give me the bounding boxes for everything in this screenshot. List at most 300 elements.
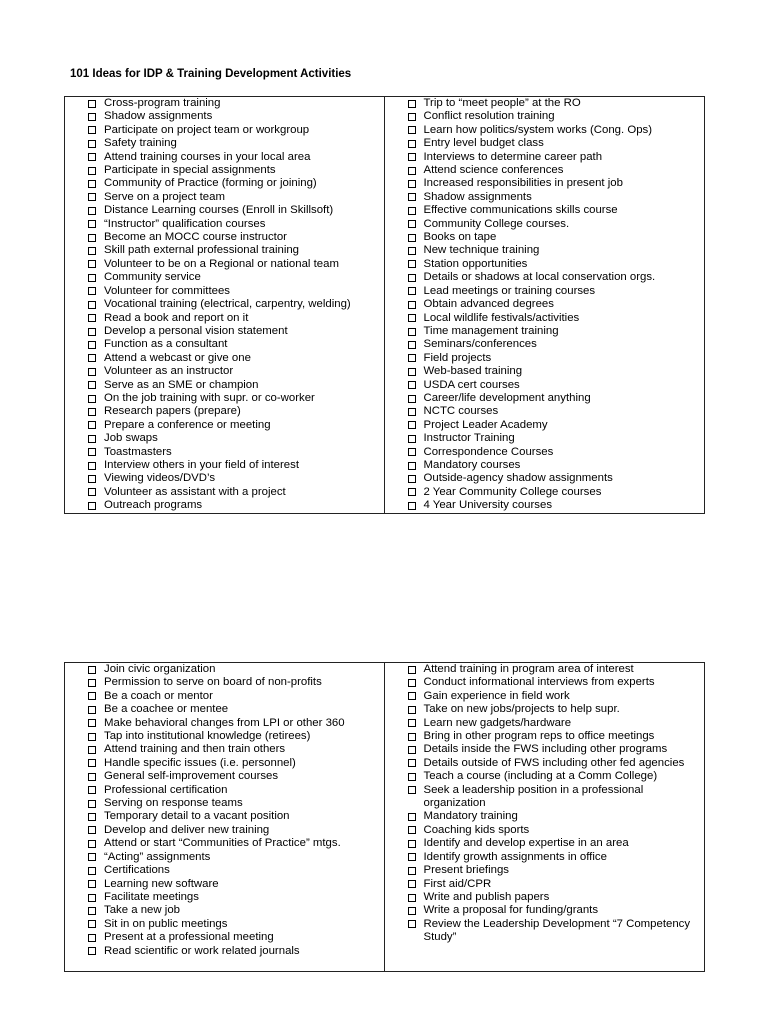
list-item — [408, 218, 705, 231]
list-item-label: Serve as an SME or champion — [104, 378, 259, 391]
list-item-label: Bring in other program reps to office meetings — [423, 730, 655, 743]
list-item-label: Details outside of FWS including other fed agencies — [423, 756, 685, 769]
list-item-label: Serving on response teams — [104, 797, 243, 810]
checkbox-icon[interactable] — [88, 719, 96, 727]
list-item — [408, 231, 705, 244]
checkbox-icon[interactable] — [408, 314, 416, 322]
list-item-label: Participate in special assignments — [104, 164, 276, 177]
list-item — [408, 918, 705, 945]
list-item — [88, 810, 384, 823]
list-item-label: Local wildlife festivals/activities — [423, 311, 580, 324]
list-item — [88, 97, 384, 110]
list-item — [88, 891, 384, 904]
list-item — [88, 770, 384, 783]
list-item — [88, 258, 384, 271]
list-item — [88, 164, 384, 177]
list-item — [408, 663, 705, 676]
list-item — [88, 918, 384, 931]
list-item — [88, 931, 384, 944]
list-item — [88, 676, 384, 689]
list-item — [88, 271, 384, 284]
list-item — [88, 298, 384, 311]
list-item — [408, 486, 705, 499]
list-item — [408, 864, 705, 877]
list-item-label: Teach a course (including at a Comm College) — [423, 770, 658, 783]
checkbox-icon[interactable] — [408, 853, 416, 861]
checkbox-icon[interactable] — [88, 113, 96, 121]
list-item — [408, 338, 705, 351]
list-item — [88, 191, 384, 204]
list-item — [408, 298, 705, 311]
checkbox-icon[interactable] — [88, 880, 96, 888]
list-item-label: Volunteer to be on a Regional or national team — [104, 257, 339, 270]
list-item — [408, 770, 705, 783]
checkbox-icon[interactable] — [88, 260, 96, 268]
checkbox-icon[interactable] — [88, 853, 96, 861]
list-item-label: Prepare a conference or meeting — [104, 418, 271, 431]
list-item — [408, 258, 705, 271]
list-item-label: Develop a personal vision statement — [104, 324, 288, 337]
list-item-label: Lead meetings or training courses — [423, 284, 596, 297]
checkbox-icon[interactable] — [408, 786, 416, 794]
list-item-label: Volunteer as assistant with a project — [104, 485, 286, 498]
checkbox-icon[interactable] — [88, 462, 96, 470]
checkbox-icon[interactable] — [408, 247, 416, 255]
list-item-label: Develop and deliver new training — [104, 823, 270, 836]
checkbox-icon[interactable] — [88, 421, 96, 429]
checkbox-icon[interactable] — [88, 920, 96, 928]
list-item-label: Become an MOCC course instructor — [104, 231, 287, 244]
checkbox-icon[interactable] — [408, 167, 416, 175]
list-item — [88, 945, 384, 958]
list-item-label: Join civic organization — [104, 663, 216, 675]
list-item — [408, 743, 705, 756]
list-item-label: Permission to serve on board of non-profits — [104, 676, 322, 689]
list-item-label: 4 Year University courses — [423, 499, 553, 512]
list-item — [88, 878, 384, 891]
list-item-label: Attend science conferences — [423, 164, 564, 177]
checkbox-icon[interactable] — [408, 907, 416, 915]
ideas-list — [88, 97, 384, 513]
checkbox-icon[interactable] — [88, 207, 96, 215]
ideas-column-right — [385, 663, 705, 971]
list-item-label: Safety training — [104, 137, 177, 150]
list-item — [88, 244, 384, 257]
list-item-label: Learning new software — [104, 877, 219, 890]
list-item — [408, 472, 705, 485]
list-item — [88, 824, 384, 837]
ideas-table-1 — [64, 96, 705, 514]
checkbox-icon[interactable] — [408, 328, 416, 336]
checkbox-icon[interactable] — [88, 894, 96, 902]
checkbox-icon[interactable] — [408, 395, 416, 403]
checkbox-icon[interactable] — [88, 867, 96, 875]
list-item-label: Present briefings — [423, 864, 509, 877]
list-item-label: “Instructor” qualification courses — [104, 217, 266, 230]
list-item-label: Present at a professional meeting — [104, 931, 274, 944]
list-item — [88, 717, 384, 730]
checkbox-icon[interactable] — [408, 867, 416, 875]
checkbox-icon[interactable] — [408, 193, 416, 201]
ideas-list — [408, 97, 705, 513]
list-item-label: Mandatory training — [423, 810, 518, 823]
list-item — [88, 851, 384, 864]
checkbox-icon[interactable] — [88, 140, 96, 148]
checkbox-icon[interactable] — [408, 113, 416, 121]
checkbox-icon[interactable] — [408, 719, 416, 727]
list-item — [88, 312, 384, 325]
list-item — [408, 690, 705, 703]
list-item-label: Facilitate meetings — [104, 890, 199, 903]
list-item — [88, 392, 384, 405]
checkbox-icon[interactable] — [88, 180, 96, 188]
list-item — [408, 703, 705, 716]
list-item-label: New technique training — [423, 244, 540, 257]
list-item — [408, 676, 705, 689]
list-item-label: Field projects — [423, 351, 492, 364]
checkbox-icon[interactable] — [408, 462, 416, 470]
list-item — [88, 864, 384, 877]
checkbox-icon[interactable] — [88, 301, 96, 309]
checkbox-icon[interactable] — [408, 368, 416, 376]
list-item-label: Be a coachee or mentee — [104, 703, 229, 716]
list-item — [88, 663, 384, 676]
checkbox-icon[interactable] — [408, 666, 416, 674]
list-item — [88, 472, 384, 485]
checkbox-icon[interactable] — [408, 126, 416, 134]
list-item-label: Web-based training — [423, 365, 523, 378]
list-item-label: Shadow assignments — [423, 190, 532, 203]
checkbox-icon[interactable] — [88, 840, 96, 848]
checkbox-icon[interactable] — [408, 813, 416, 821]
checkbox-icon[interactable] — [88, 234, 96, 242]
document-title: 101 Ideas for IDP & Training Development Activities — [70, 68, 352, 80]
checkbox-icon[interactable] — [88, 773, 96, 781]
checkbox-icon[interactable] — [408, 234, 416, 242]
list-item — [88, 285, 384, 298]
checkbox-icon[interactable] — [88, 274, 96, 282]
list-item-label: NCTC courses — [423, 405, 499, 418]
list-item — [408, 904, 705, 917]
checkbox-icon[interactable] — [408, 679, 416, 687]
checkbox-icon[interactable] — [88, 679, 96, 687]
list-item — [408, 810, 705, 823]
checkbox-icon[interactable] — [408, 100, 416, 108]
checkbox-icon[interactable] — [408, 341, 416, 349]
list-item-label: Attend or start “Communities of Practice” mtgs. — [104, 837, 341, 850]
ideas-column-right — [385, 97, 705, 513]
ideas-list — [88, 663, 384, 958]
checkbox-icon[interactable] — [88, 907, 96, 915]
checkbox-icon[interactable] — [88, 746, 96, 754]
list-item — [408, 244, 705, 257]
list-item — [408, 851, 705, 864]
checkbox-icon[interactable] — [88, 220, 96, 228]
list-item-label: Certifications — [104, 864, 170, 877]
checkbox-icon[interactable] — [408, 880, 416, 888]
checkbox-icon[interactable] — [88, 368, 96, 376]
checkbox-icon[interactable] — [88, 826, 96, 834]
list-item — [408, 891, 705, 904]
list-item-label: Community of Practice (forming or joining) — [104, 177, 317, 190]
checkbox-icon[interactable] — [408, 180, 416, 188]
checkbox-icon[interactable] — [408, 475, 416, 483]
list-item-label: Project Leader Academy — [423, 418, 548, 431]
checkbox-icon[interactable] — [88, 354, 96, 362]
list-item — [408, 312, 705, 325]
checkbox-icon[interactable] — [88, 813, 96, 821]
list-item — [408, 352, 705, 365]
checkbox-icon[interactable] — [88, 733, 96, 741]
list-item-label: Gain experience in field work — [423, 689, 570, 702]
checkbox-icon[interactable] — [408, 746, 416, 754]
list-item — [88, 486, 384, 499]
list-item — [88, 204, 384, 217]
list-item-label: On the job training with supr. or co-worker — [104, 391, 315, 404]
list-item-label: Station opportunities — [423, 257, 528, 270]
checkbox-icon[interactable] — [408, 488, 416, 496]
list-item — [88, 124, 384, 137]
list-item-label: Make behavioral changes from LPI or other 360 — [104, 716, 345, 729]
checkbox-icon[interactable] — [88, 314, 96, 322]
checkbox-icon[interactable] — [408, 287, 416, 295]
list-item-label: Read scientific or work related journals — [104, 944, 300, 957]
list-item-label: Details inside the FWS including other programs — [423, 743, 668, 756]
list-item-label: Write and publish papers — [423, 890, 550, 903]
list-item — [408, 379, 705, 392]
list-item-label: Take on new jobs/projects to help supr. — [423, 703, 620, 716]
checkbox-icon[interactable] — [408, 408, 416, 416]
list-item-label: Increased responsibilities in present job — [423, 177, 623, 190]
list-item — [88, 904, 384, 917]
list-item-label: Function as a consultant — [104, 338, 228, 351]
list-item — [408, 285, 705, 298]
list-item — [88, 218, 384, 231]
list-item — [88, 110, 384, 123]
ideas-list — [408, 663, 705, 945]
checkbox-icon[interactable] — [88, 800, 96, 808]
list-item-label: Details or shadows at local conservation orgs. — [423, 271, 656, 284]
checkbox-icon[interactable] — [408, 421, 416, 429]
checkbox-icon[interactable] — [88, 287, 96, 295]
list-item — [408, 97, 705, 110]
list-item-label: Attend training and then train others — [104, 743, 286, 756]
list-item — [88, 419, 384, 432]
list-item-label: Attend training courses in your local area — [104, 150, 311, 163]
checkbox-icon[interactable] — [88, 126, 96, 134]
checkbox-icon[interactable] — [408, 840, 416, 848]
checkbox-icon[interactable] — [88, 408, 96, 416]
list-item-label: Skill path external professional training — [104, 244, 300, 257]
list-item-label: Seek a leadership position in a professional organization — [423, 783, 644, 810]
list-item — [408, 878, 705, 891]
checkbox-icon[interactable] — [408, 894, 416, 902]
list-item-label: Volunteer for committees — [104, 284, 230, 297]
list-item — [88, 231, 384, 244]
list-item — [88, 703, 384, 716]
list-item-label: Vocational training (electrical, carpentry, welding) — [104, 298, 351, 311]
list-item-label: General self-improvement courses — [104, 770, 279, 783]
list-item — [88, 797, 384, 810]
list-item — [88, 690, 384, 703]
list-item — [408, 151, 705, 164]
checkbox-icon[interactable] — [88, 328, 96, 336]
list-item-label: Books on tape — [423, 231, 497, 244]
list-item-label: Interview others in your field of interest — [104, 458, 299, 471]
list-item — [88, 405, 384, 418]
list-item — [408, 365, 705, 378]
checkbox-icon[interactable] — [88, 435, 96, 443]
list-item — [88, 499, 384, 512]
checkbox-icon[interactable] — [88, 153, 96, 161]
list-item-label: Community College courses. — [423, 217, 570, 230]
checkbox-icon[interactable] — [408, 435, 416, 443]
list-item — [88, 151, 384, 164]
checkbox-icon[interactable] — [408, 920, 416, 928]
list-item-label: Trip to “meet people” at the RO — [423, 97, 581, 109]
checkbox-icon[interactable] — [88, 381, 96, 389]
list-item — [88, 757, 384, 770]
checkbox-icon[interactable] — [88, 786, 96, 794]
checkbox-icon[interactable] — [88, 947, 96, 955]
checkbox-icon[interactable] — [408, 354, 416, 362]
checkbox-icon[interactable] — [88, 488, 96, 496]
list-item — [408, 459, 705, 472]
checkbox-icon[interactable] — [88, 759, 96, 767]
checkbox-icon[interactable] — [88, 247, 96, 255]
list-item-label: First aid/CPR — [423, 877, 492, 890]
checkbox-icon[interactable] — [408, 706, 416, 714]
list-item-label: USDA cert courses — [423, 378, 520, 391]
list-item-label: Professional certification — [104, 783, 228, 796]
list-item — [88, 365, 384, 378]
list-item-label: Coaching kids sports — [423, 823, 530, 836]
list-item — [88, 338, 384, 351]
checkbox-icon[interactable] — [408, 448, 416, 456]
ideas-table-2 — [64, 662, 705, 972]
checkbox-icon[interactable] — [88, 100, 96, 108]
checkbox-icon[interactable] — [88, 341, 96, 349]
list-item-label: Volunteer as an instructor — [104, 365, 234, 378]
checkbox-icon[interactable] — [408, 826, 416, 834]
list-item-label: Mandatory courses — [423, 458, 521, 471]
list-item — [408, 392, 705, 405]
list-item — [88, 446, 384, 459]
list-item-label: Interviews to determine career path — [423, 150, 603, 163]
list-item — [408, 325, 705, 338]
checkbox-icon[interactable] — [88, 395, 96, 403]
list-item-label: Serve on a project team — [104, 190, 225, 203]
list-item-label: Toastmasters — [104, 445, 172, 458]
list-item — [408, 446, 705, 459]
list-item-label: Identify and develop expertise in an area — [423, 837, 629, 850]
list-item-label: Identify growth assignments in office — [423, 850, 607, 863]
list-item — [408, 137, 705, 150]
checkbox-icon[interactable] — [408, 274, 416, 282]
checkbox-icon[interactable] — [408, 220, 416, 228]
list-item-label: Outreach programs — [104, 499, 203, 512]
checkbox-icon[interactable] — [408, 502, 416, 510]
list-item-label: Review the Leadership Development “7 Competency Study” — [423, 917, 691, 944]
list-item-label: Distance Learning courses (Enroll in Skillsoft) — [104, 204, 334, 217]
list-item — [408, 110, 705, 123]
list-item-label: Handle specific issues (i.e. personnel) — [104, 756, 296, 769]
list-item-label: Conflict resolution training — [423, 110, 555, 123]
list-item-label: “Acting” assignments — [104, 850, 211, 863]
list-item-label: Attend training in program area of interest — [423, 663, 634, 675]
list-item-label: Viewing videos/DVD’s — [104, 472, 216, 485]
list-item — [88, 459, 384, 472]
list-item-label: Career/life development anything — [423, 391, 591, 404]
list-item-label: Shadow assignments — [104, 110, 213, 123]
ideas-column-left — [65, 97, 385, 513]
list-item — [408, 271, 705, 284]
list-item — [88, 352, 384, 365]
list-item-label: Temporary detail to a vacant position — [104, 810, 290, 823]
list-item-label: Learn how politics/system works (Cong. Ops) — [423, 123, 653, 136]
list-item-label: Instructor Training — [423, 432, 515, 445]
list-item — [88, 379, 384, 392]
list-item-label: Community service — [104, 271, 201, 284]
list-item-label: Participate on project team or workgroup — [104, 123, 310, 136]
checkbox-icon[interactable] — [88, 502, 96, 510]
checkbox-icon[interactable] — [408, 140, 416, 148]
checkbox-icon[interactable] — [408, 381, 416, 389]
list-item — [408, 757, 705, 770]
list-item-label: Be a coach or mentor — [104, 689, 213, 702]
list-item — [408, 499, 705, 512]
list-item-label: Write a proposal for funding/grants — [423, 904, 599, 917]
checkbox-icon[interactable] — [88, 475, 96, 483]
checkbox-icon[interactable] — [408, 301, 416, 309]
checkbox-icon[interactable] — [408, 733, 416, 741]
list-item — [88, 730, 384, 743]
list-item-label: Entry level budget class — [423, 137, 544, 150]
checkbox-icon[interactable] — [408, 207, 416, 215]
list-item — [408, 419, 705, 432]
list-item — [88, 325, 384, 338]
list-item — [88, 784, 384, 797]
checkbox-icon[interactable] — [88, 448, 96, 456]
checkbox-icon[interactable] — [88, 193, 96, 201]
list-item-label: Tap into institutional knowledge (retirees) — [104, 730, 311, 743]
list-item — [408, 177, 705, 190]
list-item-label: Research papers (prepare) — [104, 405, 241, 418]
list-item — [408, 837, 705, 850]
checkbox-icon[interactable] — [88, 666, 96, 674]
list-item — [88, 137, 384, 150]
list-item — [408, 432, 705, 445]
list-item-label: 2 Year Community College courses — [423, 485, 602, 498]
list-item — [408, 405, 705, 418]
checkbox-icon[interactable] — [408, 260, 416, 268]
list-item — [88, 743, 384, 756]
list-item-label: Take a new job — [104, 904, 180, 917]
list-item-label: Sit in on public meetings — [104, 917, 228, 930]
list-item — [408, 824, 705, 837]
checkbox-icon[interactable] — [88, 692, 96, 700]
checkbox-icon[interactable] — [408, 759, 416, 767]
checkbox-icon[interactable] — [408, 692, 416, 700]
list-item-label: Cross-program training — [104, 97, 221, 109]
checkbox-icon[interactable] — [408, 773, 416, 781]
checkbox-icon[interactable] — [88, 934, 96, 942]
checkbox-icon[interactable] — [408, 153, 416, 161]
checkbox-icon[interactable] — [88, 706, 96, 714]
list-item — [408, 191, 705, 204]
checkbox-icon[interactable] — [88, 167, 96, 175]
list-item-label: Correspondence Courses — [423, 445, 554, 458]
